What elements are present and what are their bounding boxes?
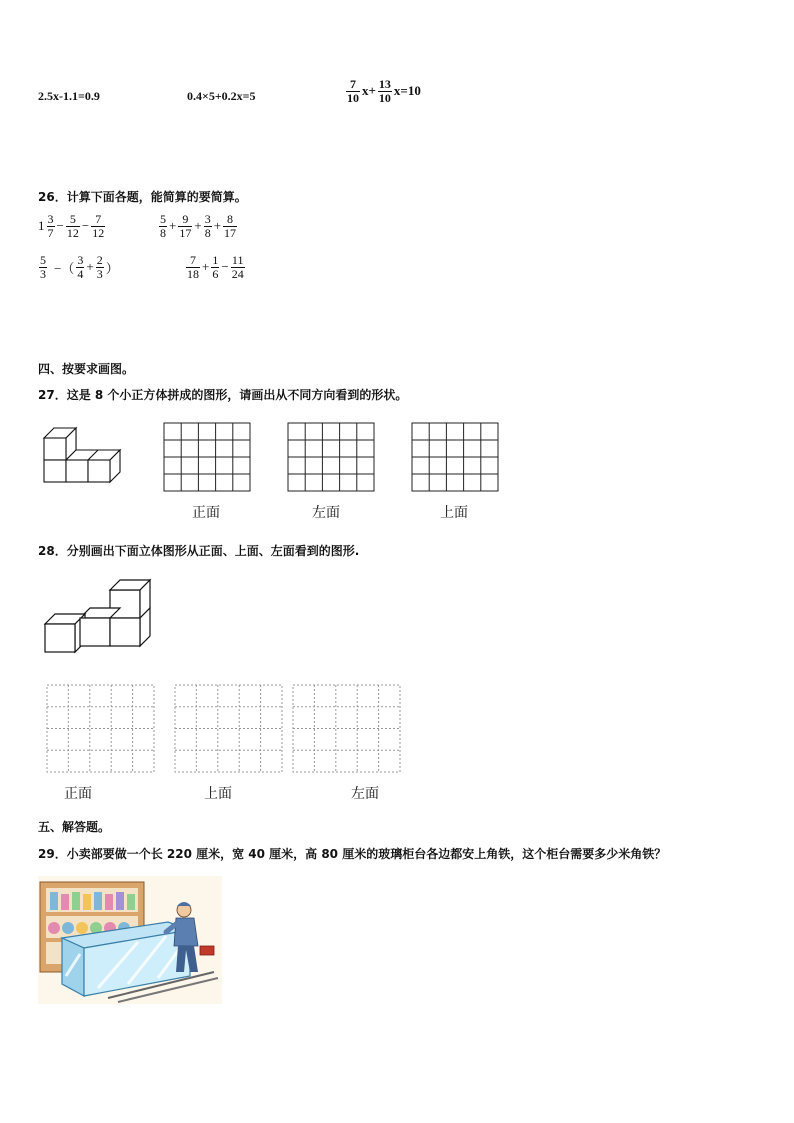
q28-grid-top (174, 684, 284, 774)
q27-label-top: 上面 (440, 505, 468, 521)
question-27-title: 27．这是 8 个小正方体拼成的图形，请画出从不同方向看到的形状。 (38, 388, 408, 402)
q28-label-left: 左面 (351, 786, 379, 802)
glass-counter-illustration (38, 876, 222, 1004)
q28-grid-front (46, 684, 156, 774)
q26-expression-2: $\frac{5}{8}$ + $\frac{9}{17}$ + $\frac{3}{8}$ + $\frac{8}{17}$ (160, 212, 237, 240)
equation-2: 0.4×5+0.2x=5 (187, 89, 256, 103)
fraction: $\frac{7}{10}$ (347, 77, 359, 105)
equation-text: x+ (362, 83, 376, 99)
q27-grid-top (411, 422, 500, 494)
q28-cube-figure (42, 578, 152, 656)
equation-text: x=10 (393, 83, 421, 99)
question-28-title: 28．分别画出下面立体图形从正面、上面、左面看到的图形. (38, 544, 360, 558)
question-29-title: 29．小卖部要做一个长 220 厘米，宽 40 厘米，高 80 厘米的玻璃柜台各边都安上角铁，这个柜台需要多少米角铁？ (38, 847, 667, 861)
question-26-title: 26．计算下面各题，能简算的要简算。 (38, 190, 247, 204)
q26-expression-4: $\frac{7}{18}$ + $\frac{1}{6}$ − $\frac{11}{24}$ (187, 253, 244, 281)
equation-3 (345, 78, 422, 104)
fraction: $\frac{13}{10}$ (378, 77, 391, 105)
q27-label-left: 左面 (312, 505, 340, 521)
q26-expression-1: 1 $\frac{3}{7}$ − $\frac{5}{12}$ − $\frac{7}{12}$ (38, 212, 105, 240)
q27-grid-front (163, 422, 252, 494)
q27-label-front: 正面 (192, 505, 220, 521)
q28-label-top: 上面 (204, 786, 232, 802)
q27-cube-figure (40, 424, 126, 486)
section-5-title: 五、解答题。 (38, 820, 111, 834)
q26-expression-3: $\frac{5}{3}$ −（ $\frac{3}{4}$ + $\frac{2}{3}$ ） (40, 253, 119, 281)
q28-label-front: 正面 (64, 786, 92, 802)
equation-1: 2.5x-1.1=0.9 (38, 89, 100, 103)
q28-grid-left (292, 684, 402, 774)
section-4-title: 四、按要求画图。 (38, 362, 135, 376)
q27-grid-left (287, 422, 376, 494)
